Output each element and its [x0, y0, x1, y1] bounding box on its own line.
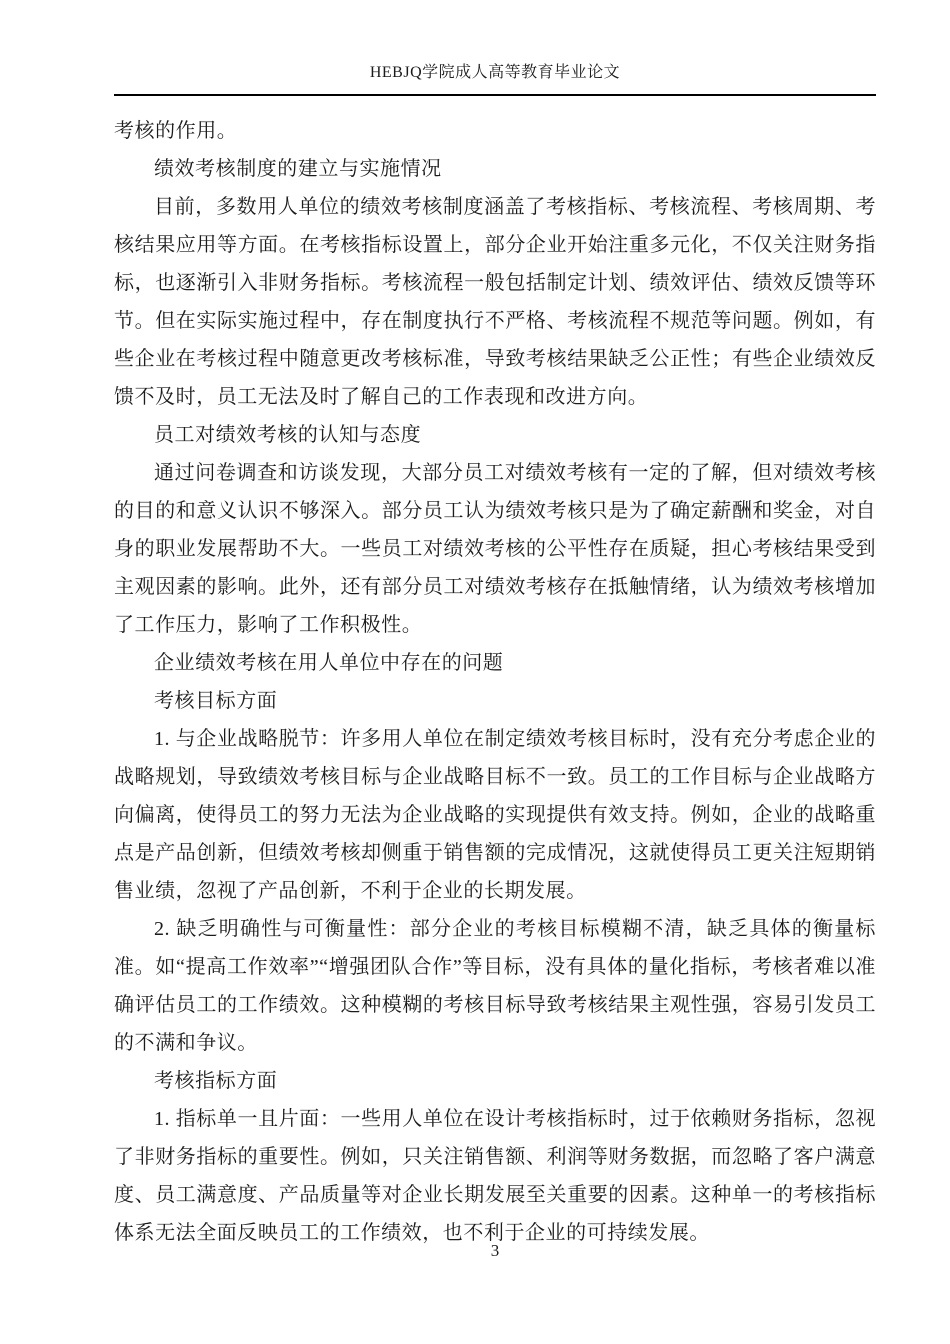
paragraph: 考核的作用。	[114, 120, 238, 142]
section-heading: 员工对绩效考核的认知与态度	[154, 424, 422, 446]
document-body	[114, 112, 876, 1252]
paragraph: 2. 缺乏明确性与可衡量性：部分企业的考核目标模糊不清，缺乏具体的衡量标准。如“提高工作效率”“增强团队合作”等目标，没有具体的量化指标，考核者难以准确评估员工的工作绩效。这种模糊的考核目标导致考核结果主观性强，容易引发员工的不满和争议。	[114, 918, 876, 1054]
paragraph: 1. 指标单一且片面：一些用人单位在设计考核指标时，过于依赖财务指标，忽视了非财务指标的重要性。例如，只关注销售额、利润等财务数据，而忽略了客户满意度、员工满意度、产品质量等对企业长期发展至关重要的因素。这种单一的考核指标体系无法全面反映员工的工作绩效，也不利于企业的可持续发展。	[114, 1108, 876, 1244]
paragraph: 通过问卷调查和访谈发现，大部分员工对绩效考核有一定的了解，但对绩效考核的目的和意义认识不够深入。部分员工认为绩效考核只是为了确定薪酬和奖金，对自身的职业发展帮助不大。一些员工对绩效考核的公平性存在质疑，担心考核结果受到主观因素的影响。此外，还有部分员工对绩效考核存在抵触情绪，认为绩效考核增加了工作压力，影响了工作积极性。	[114, 462, 876, 636]
section-heading: 企业绩效考核在用人单位中存在的问题	[154, 652, 504, 674]
page-footer	[114, 1240, 876, 1262]
section-heading: 绩效考核制度的建立与实施情况	[154, 158, 442, 180]
paragraph: 1. 与企业战略脱节：许多用人单位在制定绩效考核目标时，没有充分考虑企业的战略规划，导致绩效考核目标与企业战略目标不一致。员工的工作目标与企业战略方向偏离，使得员工的努力无法为企业战略的实现提供有效支持。例如，企业的战略重点是产品创新，但绩效考核却侧重于销售额的完成情况，这就使得员工更关注短期销售业绩，忽视了产品创新，不利于企业的长期发展。	[114, 728, 876, 902]
section-heading: 考核目标方面	[154, 690, 278, 712]
header-title: HEBJQ学院成人高等教育毕业论文	[369, 64, 621, 81]
page-header	[114, 61, 876, 96]
section-heading: 考核指标方面	[154, 1070, 278, 1092]
paragraph: 目前，多数用人单位的绩效考核制度涵盖了考核指标、考核流程、考核周期、考核结果应用等方面。在考核指标设置上，部分企业开始注重多元化，不仅关注财务指标，也逐渐引入非财务指标。考核流程一般包括制定计划、绩效评估、绩效反馈等环节。但在实际实施过程中，存在制度执行不严格、考核流程不规范等问题。例如，有些企业在考核过程中随意更改考核标准，导致考核结果缺乏公正性；有些企业绩效反馈不及时，员工无法及时了解自己的工作表现和改进方向。	[114, 196, 876, 408]
page-number: 3	[490, 1241, 500, 1260]
